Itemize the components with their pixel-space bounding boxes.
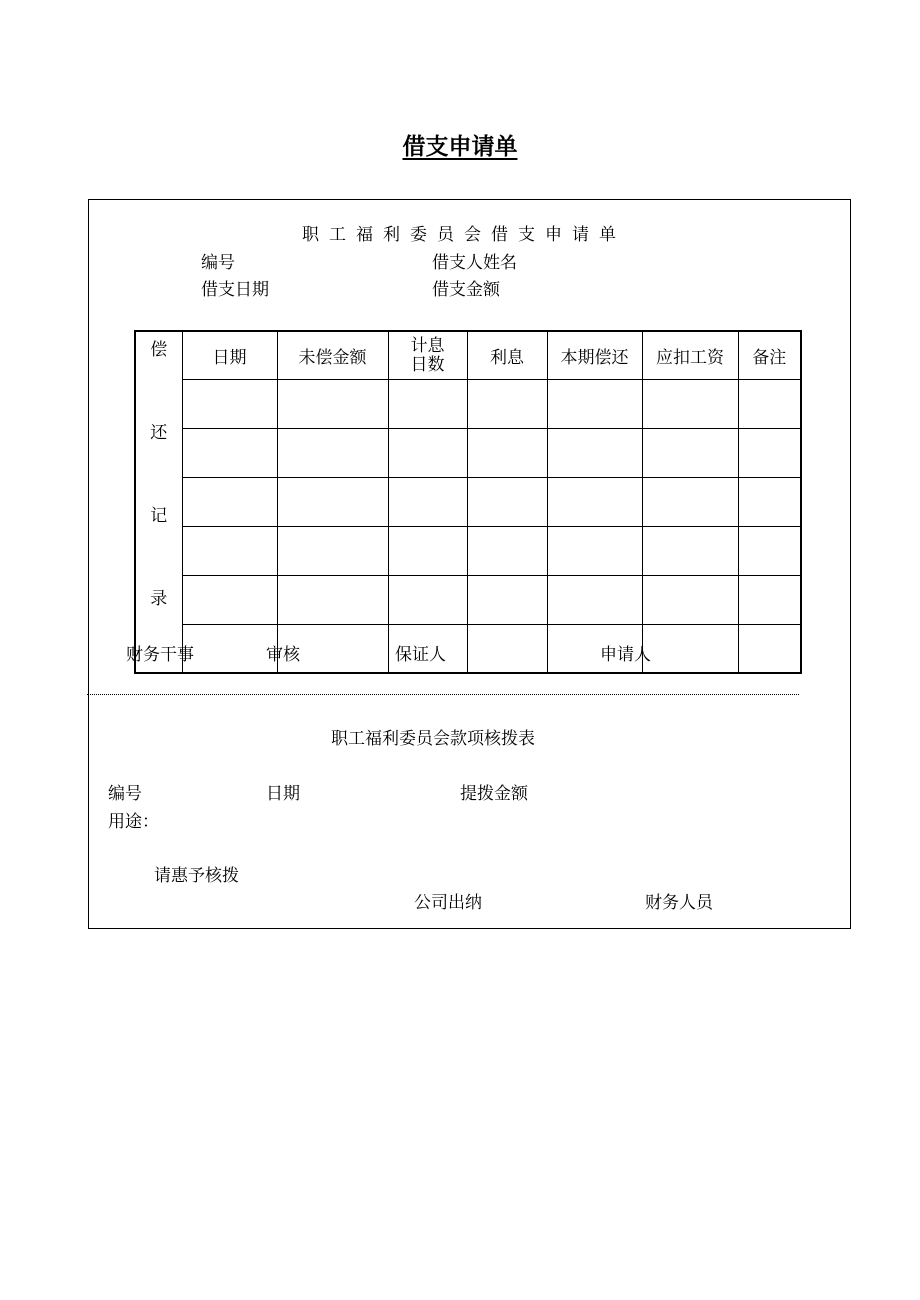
- document-title: [0, 128, 920, 161]
- side-char: 还: [150, 423, 168, 443]
- table-cell[interactable]: [642, 380, 738, 429]
- table-cell[interactable]: [467, 429, 547, 478]
- signature-finance-officer: 财务干事: [126, 645, 194, 665]
- table-cell[interactable]: [182, 575, 277, 624]
- table-cell[interactable]: [738, 478, 801, 527]
- table-cell[interactable]: [277, 429, 388, 478]
- side-char: 记: [150, 506, 168, 526]
- header-interest-days: [388, 331, 467, 380]
- header-unpaid-amount: 未偿金额: [277, 331, 388, 380]
- signature-review: 审核: [266, 645, 300, 665]
- table-cell[interactable]: [642, 526, 738, 575]
- field-borrower-name-label: 借支人姓名: [432, 253, 517, 273]
- approval-cashier-label: 公司出纳: [414, 893, 482, 913]
- table-cell[interactable]: [388, 429, 467, 478]
- form-heading: 职工福利委员会借支申请单: [302, 225, 626, 245]
- field-borrow-date-label: 借支日期: [201, 280, 269, 300]
- header-interest: 利息: [467, 331, 547, 380]
- header-remarks: 备注: [738, 331, 801, 380]
- table-cell[interactable]: [277, 575, 388, 624]
- approval-heading: 职工福利委员会款项核拨表: [331, 729, 535, 749]
- header-date: 日期: [182, 331, 277, 380]
- repayment-record-table: [134, 330, 802, 674]
- table-row: [135, 624, 801, 673]
- table-cell[interactable]: [277, 380, 388, 429]
- table-cell[interactable]: [467, 575, 547, 624]
- table-cell[interactable]: [738, 526, 801, 575]
- header-interest-days-line2: 日数: [410, 354, 445, 375]
- table-cell[interactable]: [738, 380, 801, 429]
- table-cell[interactable]: [738, 624, 801, 673]
- side-char: 录: [150, 589, 168, 609]
- table-cell[interactable]: [642, 575, 738, 624]
- table-cell[interactable]: [547, 478, 642, 527]
- form-frame: [88, 199, 851, 929]
- table-row: [135, 380, 801, 429]
- table-cell[interactable]: [388, 526, 467, 575]
- table-cell[interactable]: [182, 624, 277, 673]
- table-cell[interactable]: [642, 429, 738, 478]
- table-cell[interactable]: [467, 380, 547, 429]
- table-cell[interactable]: [182, 429, 277, 478]
- table-cell[interactable]: [547, 575, 642, 624]
- table-cell[interactable]: [467, 478, 547, 527]
- repayment-record-side-label: [135, 331, 182, 673]
- table-cell[interactable]: [738, 429, 801, 478]
- table-cell[interactable]: [277, 526, 388, 575]
- table-cell[interactable]: [467, 526, 547, 575]
- table-cell[interactable]: [738, 575, 801, 624]
- table-row: [135, 575, 801, 624]
- table-row: [135, 478, 801, 527]
- table-cell[interactable]: [388, 478, 467, 527]
- approval-request-text: 请惠予核拨: [154, 866, 239, 886]
- side-char: 偿: [150, 340, 168, 360]
- header-interest-days-line1: 计息: [410, 335, 445, 356]
- table-cell[interactable]: [467, 624, 547, 673]
- table-cell[interactable]: [547, 429, 642, 478]
- table-cell[interactable]: [182, 526, 277, 575]
- table-row: [135, 526, 801, 575]
- approval-purpose-label: 用途：: [108, 812, 159, 832]
- field-borrow-amount-label: 借支金额: [432, 280, 500, 300]
- table-cell[interactable]: [547, 526, 642, 575]
- table-cell[interactable]: [182, 380, 277, 429]
- table-cell[interactable]: [388, 380, 467, 429]
- table-cell[interactable]: [642, 478, 738, 527]
- approval-finance-staff-label: 财务人员: [645, 893, 713, 913]
- header-salary-deduction: 应扣工资: [642, 331, 738, 380]
- approval-number-label: 编号: [108, 784, 142, 804]
- approval-amount-label: 提拨金额: [460, 784, 528, 804]
- field-number-label: 编号: [201, 253, 235, 273]
- table-cell[interactable]: [182, 478, 277, 527]
- table-cell[interactable]: [547, 380, 642, 429]
- table-cell[interactable]: [388, 575, 467, 624]
- signature-guarantor: 保证人: [395, 645, 446, 665]
- signature-applicant: 申请人: [600, 645, 651, 665]
- header-current-repayment: 本期偿还: [547, 331, 642, 380]
- approval-date-label: 日期: [266, 784, 300, 804]
- document-title-text: 借支申请单: [402, 134, 518, 160]
- dotted-divider: [87, 694, 799, 695]
- table-cell[interactable]: [277, 478, 388, 527]
- table-row: [135, 429, 801, 478]
- table-cell[interactable]: [642, 624, 738, 673]
- table-header-row: [135, 331, 801, 380]
